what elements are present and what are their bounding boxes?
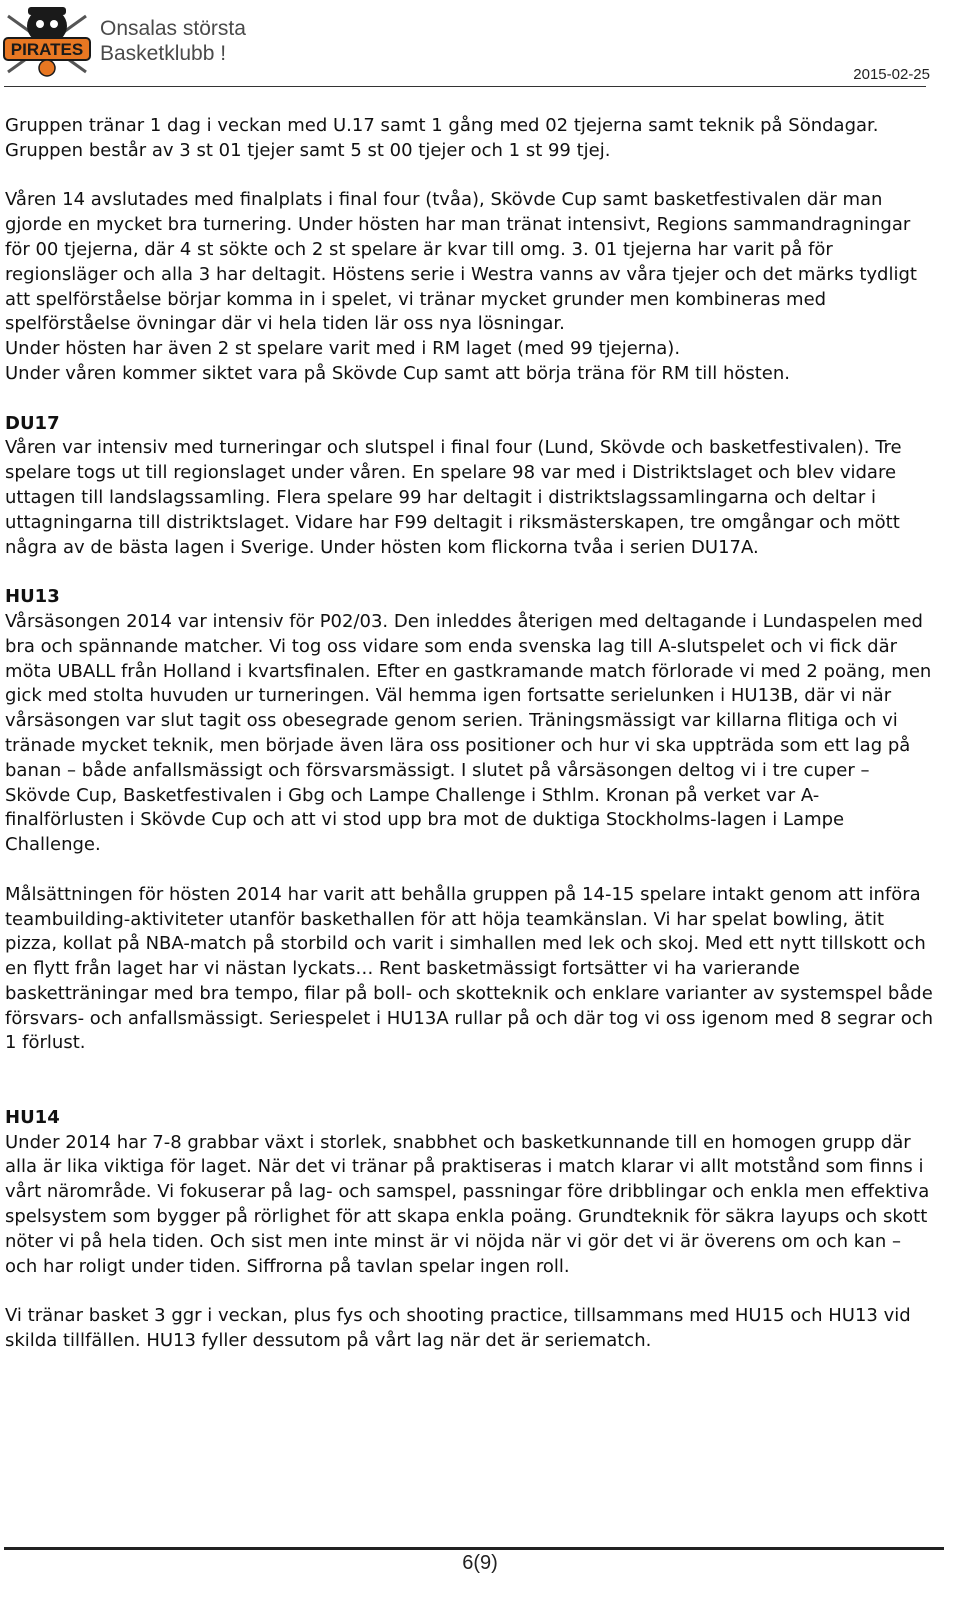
paragraph-spring: Våren 14 avslutades med finalplats i final four (tvåa), Skövde Cup samt basketfestivalen där man gjorde en mycket bra turnering. Under hösten har man tränat intensivt, Regions sammandragningar för 00 tjejerna, där 4 st sökte och 2 st spelare är kvar till omg. 3. 01 tjejerna har varit på för regionsläger och alla 3 har deltagit. Höstens serie i Westra vanns av våra tjejer och det märks tydligt att spelförståelse börjar komma in i spelet, vi tränar mycket grunder men kombineras med spelförståelse övningar där vi hela tiden lär oss nya lösningar. bbox=[5, 189, 917, 335]
document-body bbox=[5, 114, 935, 1354]
paragraph-hu13-autumn: Målsättningen för hösten 2014 har varit att behålla gruppen på 14-15 spelare intakt genom att införa teambuilding-aktiviteter utanför baskethallen för att höja teamkänslan. Vi har spelat bowling, ätit pizza, kollat på NBA-match på storbild och varit i simhallen med lek och skoj. Med ett nytt tillskott och en flytt från laget har vi nästan lyckats… Rent basketmässigt fortsätter vi ha varierande basketträningar med bra tempo, filar på boll- och skotteknik och enklare varianter av systemspel både försvars- och anfallsmässigt. Seriespelet i HU13A rullar på och där tog vi oss igenom med 8 segrar och 1 förlust. bbox=[5, 883, 934, 1054]
page-number: 6(9) bbox=[462, 1552, 498, 1574]
logo-text-line1: Onsalas största bbox=[100, 17, 246, 40]
paragraph-du17: Våren var intensiv med turneringar och slutspel i final four (Lund, Skövde och basketfestivalen). Tre spelare togs ut till regionslaget under våren. En spelare 98 var med i Distriktslaget och blev vidare uttagen till landslagssamling. Flera spelare 99 har deltagit i distriktslagssamlingarna och deltar i uttagningarna till distriktslaget. Vidare har F99 deltagit i riksmästerskapen, tre omgångar och mött några av de bästa lagen i Sverige. Under hösten kom flickorna tvåa i serien DU17A. bbox=[5, 437, 902, 558]
pirates-badge-icon bbox=[2, 2, 92, 78]
logo-text bbox=[100, 16, 246, 66]
badge-text: PIRATES bbox=[10, 40, 84, 59]
page-header bbox=[0, 0, 960, 110]
heading-hu13: HU13 bbox=[5, 586, 60, 608]
paragraph-hu14-training: Vi tränar basket 3 ggr i veckan, plus fys och shooting practice, tillsammans med HU15 och HU13 vid skilda tillfällen. HU13 fyller dessutom på vårt lag när det är seriematch. bbox=[5, 1305, 911, 1352]
paragraph-intro: Gruppen tränar 1 dag i veckan med U.17 samt 1 gång med 02 tjejerna samt teknik på Söndagar. Gruppen består av 3 st 01 tjejer samt 5 st 00 tjejer och 1 st 99 tjej. bbox=[5, 115, 879, 161]
paragraph-rm: Under hösten har även 2 st spelare varit med i RM laget (med 99 tjejerna). bbox=[5, 338, 681, 360]
paragraph-goals: Under våren kommer siktet vara på Skövde Cup samt att börja träna för RM till hösten. bbox=[5, 362, 791, 384]
footer-divider bbox=[4, 1547, 944, 1550]
club-logo bbox=[2, 2, 262, 80]
heading-hu14: HU14 bbox=[5, 1106, 60, 1128]
paragraph-hu14-season: Under 2014 har 7-8 grabbar växt i storlek, snabbhet och basketkunnande till en homogen grupp där alla är lika viktiga för laget. När det vi tränar på praktiseras i match klarar vi allt motstånd som finns i vårt närområde. Vi fokuserar på lag- och samspel, passningar före dribblingar och enkla men effektiva spelsystem som bygger på rörlighet för att skapa enkla poäng. Grundteknik för säkra layups och skott nöter vi på hela tiden. Och sist men inte minst är vi nöjda när vi gör det vi är överens om och kan – och har roligt under tiden. Siffrorna på tavlan spelar ingen roll. bbox=[5, 1131, 930, 1277]
header-divider bbox=[4, 86, 926, 87]
document-date: 2015-02-25 bbox=[853, 66, 930, 83]
paragraph-hu13-spring: Vårsäsongen 2014 var intensiv för P02/03. Den inleddes återigen med deltagande i Lundaspelen med bra och spännande matcher. Vi tog oss vidare som enda svenska lag till A-slutspelet och vi fick där möta UBALL från Holland i kvartsfinalen. Efter en gastkramande match förlorade vi med 2 poäng, men gick med stolta huvuden ur turneringen. Väl hemma igen fortsatte serielunken i HU13B, där vi när vårsäsongen var slut tagit oss obesegrade genom serien. Träningsmässigt var killarna flitiga och vi tränade mycket teknik, men började även lära oss positioner och hur vi ska uppträda som ett lag på banan – både anfallsmässigt och försvarsmässigt. I slutet på vårsäsongen deltog vi i tre cuper – Skövde Cup, Basketfestivalen i Gbg och Lampe Challenge i Sthlm. Kronan på verket var A-finalförlusten i Skövde Cup och att vi stod upp bra mot de duktiga Stockholms-lagen i Lampe Challenge. bbox=[5, 610, 932, 856]
logo-text-line2: Basketklubb ! bbox=[100, 42, 227, 65]
heading-du17: DU17 bbox=[5, 412, 60, 434]
